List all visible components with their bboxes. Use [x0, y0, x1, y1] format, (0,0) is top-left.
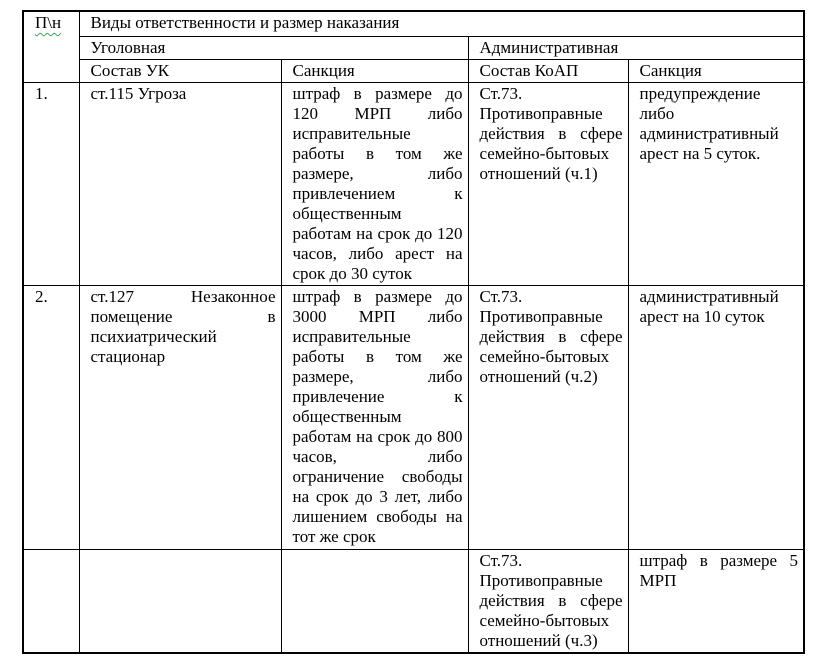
row-number-header-label: П\н [35, 13, 62, 32]
criminal-category-header: Уголовная [79, 36, 468, 59]
row-number-cell: 1. [23, 82, 79, 285]
row-number-cell: 2. [23, 285, 79, 549]
uk-article-cell: ст.115 Угроза [79, 82, 281, 285]
administrative-category-header: Административная [468, 36, 804, 59]
col-header-koap: Состав КоАП [468, 59, 628, 82]
col-header-uk: Состав УК [79, 59, 281, 82]
responsibility-table [22, 10, 805, 654]
col-header-sanction-criminal: Санкция [281, 59, 468, 82]
header-row-categories [23, 36, 804, 59]
table-title: Виды ответственности и размер наказания [79, 11, 804, 36]
header-row-columns [23, 59, 804, 82]
uk-article-cell [79, 549, 281, 653]
header-row-title [23, 11, 804, 36]
uk-sanction-cell: штраф в размере до 120 МРП либо исправительные работы в том же размере, либо привлечением к общественным работам на срок до 120 часов, либо арест на срок до 30 суток [281, 82, 468, 285]
koap-sanction-cell: административный арест на 10 суток [628, 285, 804, 549]
uk-sanction-cell [281, 549, 468, 653]
koap-article-cell: Ст.73. Противоправные действия в сфере семейно-бытовых отношений (ч.3) [468, 549, 628, 653]
uk-sanction-cell: штраф в размере до 3000 МРП либо исправительные работы в том же размере, либо привлечение к общественным работам на срок до 800 часов, либо ограничение свободы на срок до 3 лет, либо лишением свободы на тот же срок [281, 285, 468, 549]
col-header-sanction-admin: Санкция [628, 59, 804, 82]
table-row [23, 285, 804, 549]
row-number-cell [23, 549, 79, 653]
table-row [23, 82, 804, 285]
table-row [23, 549, 804, 653]
koap-sanction-cell: предупреждение либо административный арест на 5 суток. [628, 82, 804, 285]
koap-article-cell: Ст.73. Противоправные действия в сфере семейно-бытовых отношений (ч.1) [468, 82, 628, 285]
header-cell-num [23, 11, 79, 82]
koap-sanction-cell: штраф в размере 5 МРП [628, 549, 804, 653]
koap-article-cell: Ст.73. Противоправные действия в сфере семейно-бытовых отношений (ч.2) [468, 285, 628, 549]
uk-article-cell: ст.127 Незаконное помещение в психиатрический стационар [79, 285, 281, 549]
